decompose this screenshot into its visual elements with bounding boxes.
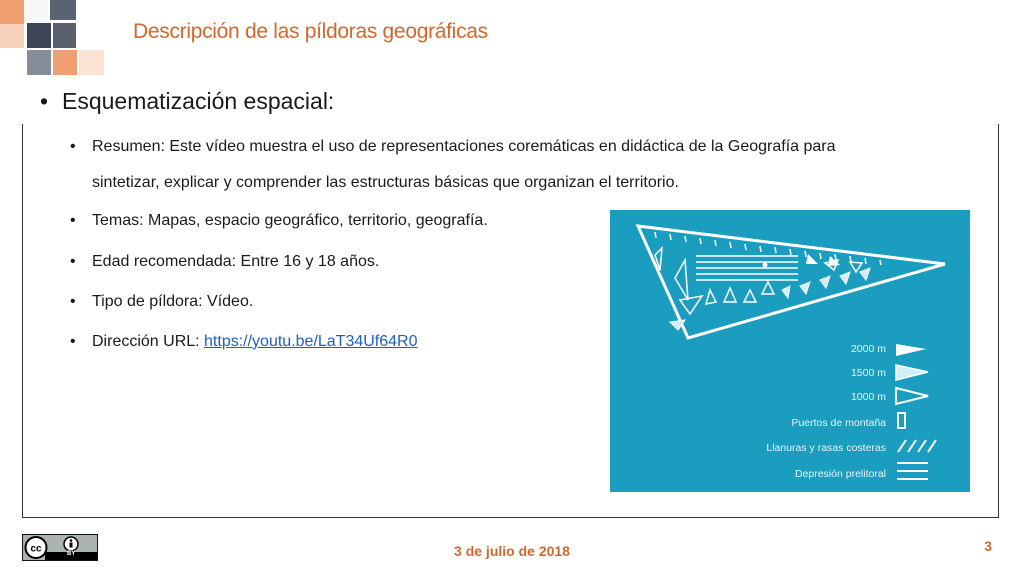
summary-line-2: sintetizar, explicar y comprender las estructuras básicas que organizan el territorio. (92, 174, 679, 191)
legend-item: 2000 m (850, 343, 886, 355)
video-url-link[interactable]: https://youtu.be/LaT34Uf64R0 (204, 333, 418, 350)
type-text: Tipo de píldora: Vídeo. (92, 293, 254, 310)
bullet-symbol: • (70, 333, 76, 350)
bullet-symbol: • (70, 293, 76, 310)
bullet-symbol: • (40, 88, 49, 114)
url-bullet (70, 323, 418, 361)
bullet-symbol: • (70, 212, 76, 229)
main-bullet-text: Esquematización espacial: (62, 88, 335, 114)
topics-text: Temas: Mapas, espacio geográfico, territorio, geografía. (92, 212, 488, 229)
legend-item: 1000 m (850, 391, 886, 403)
license-label: BY (67, 551, 76, 557)
slide-title: Descripción de las píldoras geográficas (133, 20, 488, 43)
summary-line-1: Resumen: Este vídeo muestra el uso de representaciones coremáticas en didáctica de la Geografía para (92, 138, 836, 155)
bullet-symbol: • (70, 138, 76, 155)
legend-item: Puertos de montaña (791, 417, 886, 429)
bullet-symbol: • (70, 253, 76, 270)
legend-item: Llanuras y rasas costeras (766, 442, 886, 454)
legend-item: 1500 m (850, 367, 886, 379)
age-bullet (70, 243, 380, 281)
main-bullet (40, 88, 334, 115)
topics-bullet (70, 202, 488, 240)
summary-bullet (70, 128, 952, 166)
svg-text:cc: cc (30, 543, 42, 555)
page-number: 3 (984, 538, 992, 554)
age-text: Edad recomendada: Entre 16 y 18 años. (92, 253, 380, 270)
chorematic-map-image (610, 210, 970, 492)
url-label: Dirección URL: (92, 333, 205, 350)
legend-item: Depresión prelitoral (794, 468, 886, 480)
footer-date: 3 de julio de 2018 (454, 543, 570, 559)
type-bullet (70, 283, 254, 321)
